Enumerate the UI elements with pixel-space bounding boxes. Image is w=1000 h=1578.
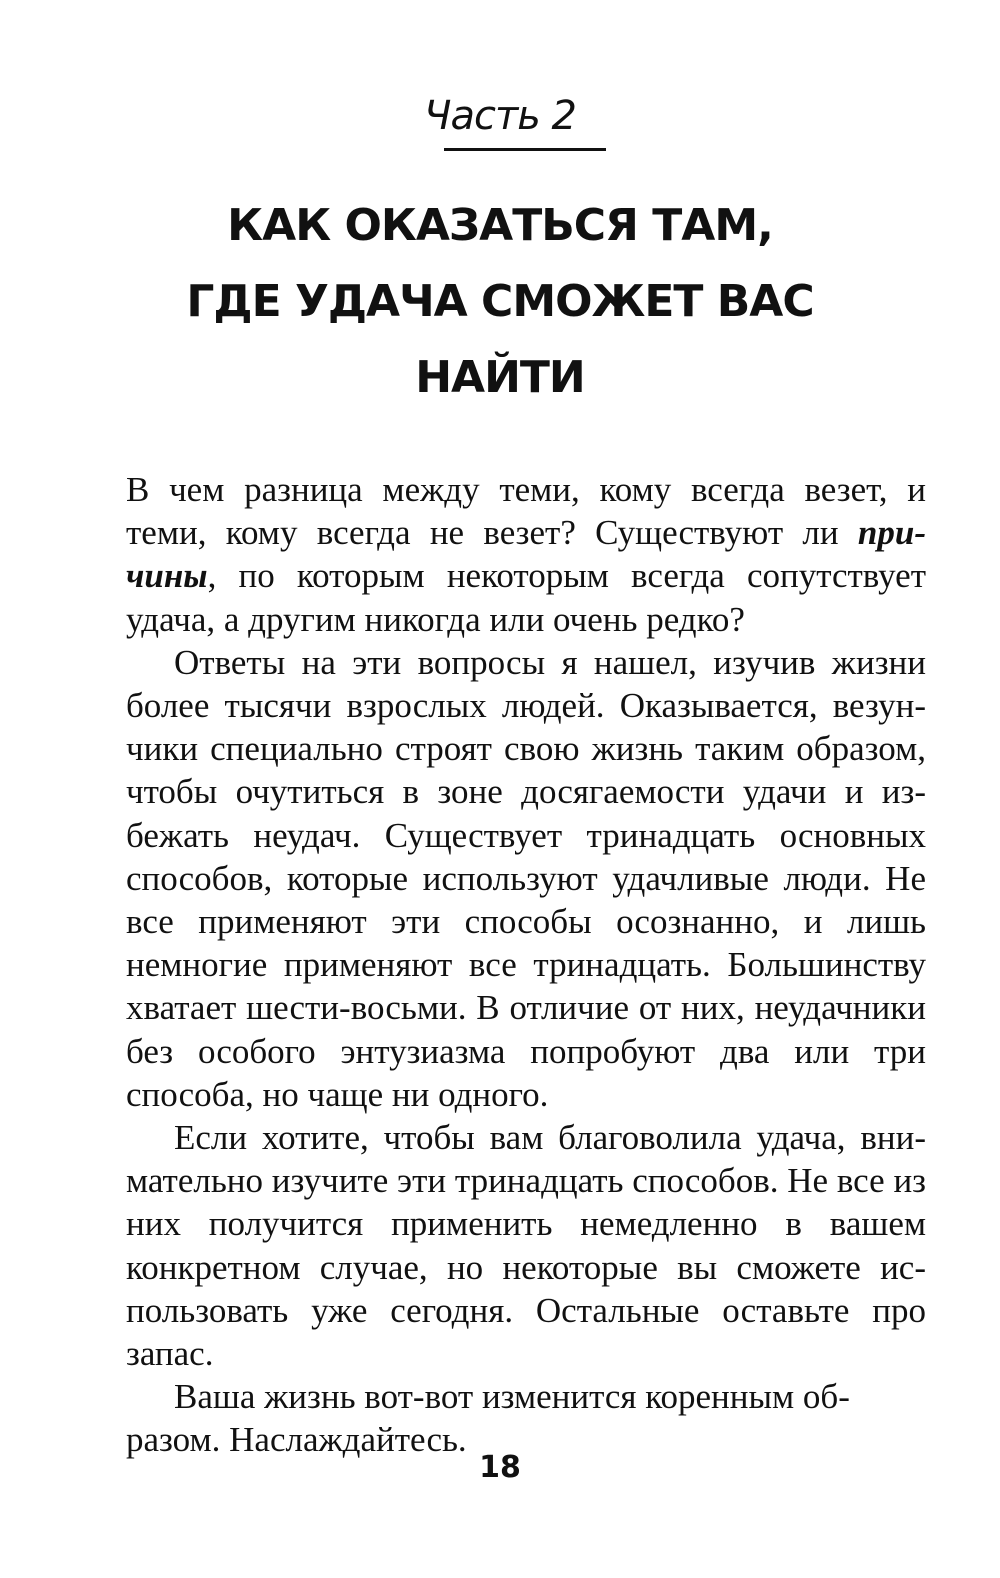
chapter-title-line-2: ГДЕ УДАЧА СМОЖЕТ ВАС xyxy=(186,276,814,327)
paragraph-1 xyxy=(126,468,926,641)
chapter-title xyxy=(0,188,1000,416)
paragraph-2: Ответы на эти вопросы я нашел, изучив жизни более тысячи взрослых людей. Оказывается, везунчики специально строят свою жизнь таким образом, чтобы очутиться в зоне досягаемости удачи и избежать неудач. Существует тринадцать основных способов, которые используют удачливые люди. Не все применяют эти способы осознанно, и лишь немногие применяют все тринадцать. Большинству хватает шести-восьми. В отличие от них, неудачники без особого энтузиазма попробуют два или три способа, но чаще ни одного. xyxy=(126,642,926,1114)
part-underline xyxy=(444,148,606,151)
chapter-title-line-3: НАЙТИ xyxy=(415,352,585,403)
paragraph-1-end: , по которым некоторым всегда сопутствует удача, а другим никогда или очень редко? xyxy=(126,556,926,639)
part-label: Часть 2 xyxy=(424,93,576,139)
paragraph-1-emphasis: причины xyxy=(126,513,926,596)
page-number: 18 xyxy=(479,1450,521,1485)
chapter-title-line-1: КАК ОКАЗАТЬСЯ ТАМ, xyxy=(227,200,773,251)
body-text xyxy=(126,468,926,1462)
paragraph-4: Ваша жизнь вот-вот изменится коренным образом. Наслаждайтесь. xyxy=(126,1377,850,1460)
paragraph-1-start: В чем разница между теми, кому всегда везет, и теми, кому всегда не везет? Существуют ли xyxy=(126,470,926,553)
paragraph-3: Если хотите, чтобы вам благоволила удача, внимательно изучите эти тринадцать способов. Не все из них получится применить немедленно в вашем конкретном случае, но некоторые вы сможете использовать уже сегодня. Остальные оставьте про запас. xyxy=(126,1118,926,1374)
